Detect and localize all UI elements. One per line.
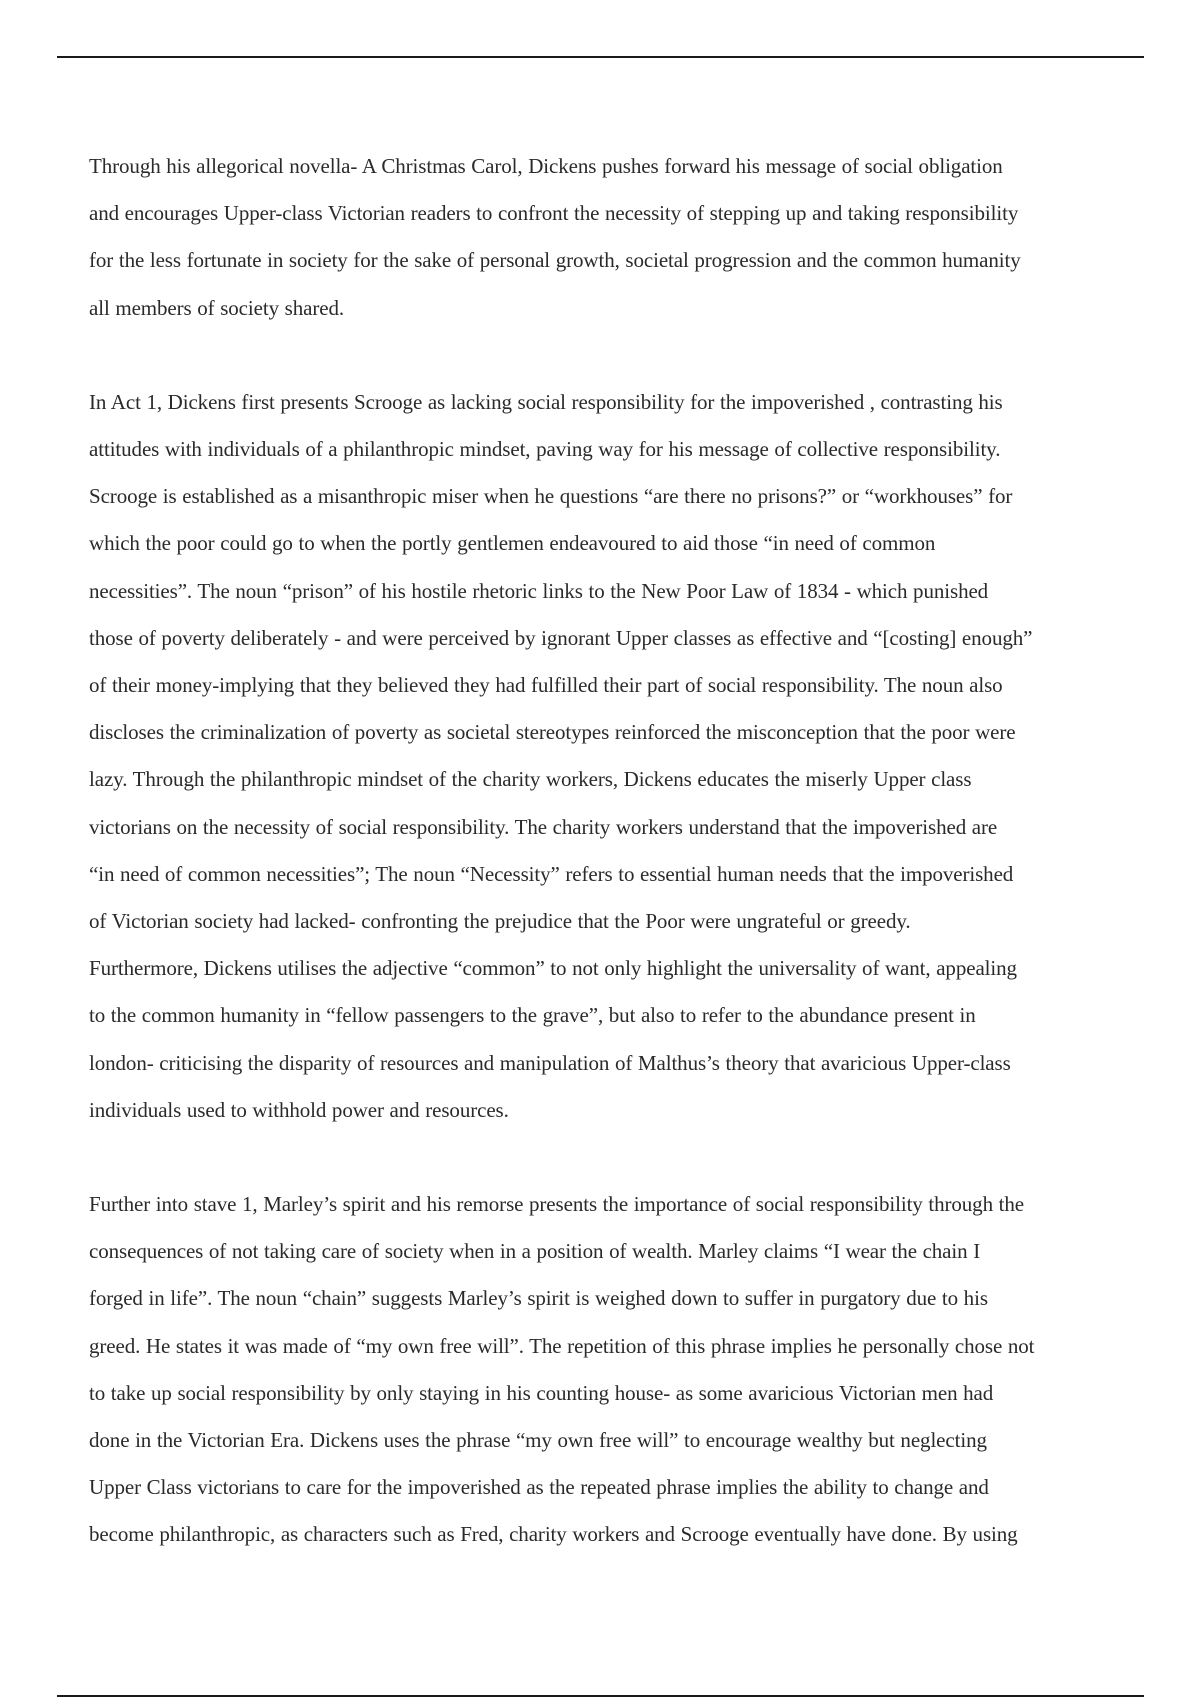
paragraph-stave-1 (89, 1181, 1119, 1559)
text-line: In Act 1, Dickens first presents Scrooge as lacking social responsibility for the impoverished , contrasting his (89, 389, 1003, 414)
paragraph-act-1 (89, 379, 1119, 1134)
text-line: of Victorian society had lacked- confronting the prejudice that the Poor were ungrateful or greedy. (89, 909, 911, 934)
text-line: which the poor could go to when the portly gentlemen endeavoured to aid those “in need of common (89, 531, 936, 556)
text-line: attitudes with individuals of a philanthropic mindset, paving way for his message of collective responsibility. (89, 437, 1001, 462)
text-line: done in the Victorian Era. Dickens uses the phrase “my own free will” to encourage wealthy but neglecting (89, 1428, 987, 1453)
text-line: to the common humanity in “fellow passengers to the grave”, but also to refer to the abundance present in (89, 1003, 976, 1028)
text-line: Further into stave 1, Marley’s spirit and his remorse presents the importance of social responsibility through the (89, 1192, 1024, 1217)
text-line: greed. He states it was made of “my own free will”. The repetition of this phrase implies he personally chose not (89, 1333, 1035, 1358)
text-line: all members of society shared. (89, 295, 344, 320)
header-rule (57, 56, 1144, 58)
footer-rule (57, 1695, 1144, 1697)
text-line: Scrooge is established as a misanthropic miser when he questions “are there no prisons?” or “workhouses” for (89, 484, 1013, 509)
text-line: london- criticising the disparity of resources and manipulation of Malthus’s theory that avaricious Upper-class (89, 1050, 1011, 1075)
text-line: those of poverty deliberately - and were perceived by ignorant Upper classes as effective and “[costing] enough” (89, 625, 1033, 650)
text-line: forged in life”. The noun “chain” suggests Marley’s spirit is weighed down to suffer in purgatory due to his (89, 1286, 988, 1311)
text-line: lazy. Through the philanthropic mindset of the charity workers, Dickens educates the miserly Upper class (89, 767, 972, 792)
text-line: of their money-implying that they believed they had fulfilled their part of social responsibility. The noun also (89, 673, 1003, 698)
text-line: for the less fortunate in society for the sake of personal growth, societal progression and the common humanity (89, 248, 1021, 273)
text-line: discloses the criminalization of poverty as societal stereotypes reinforced the misconception that the poor were (89, 720, 1016, 745)
text-line: necessities”. The noun “prison” of his hostile rhetoric links to the New Poor Law of 1834 - which punished (89, 578, 989, 603)
text-line: become philanthropic, as characters such as Fred, charity workers and Scrooge eventually have done. By using (89, 1522, 1018, 1547)
text-line: consequences of not taking care of society when in a position of wealth. Marley claims “I wear the chain I (89, 1239, 981, 1264)
text-line: Through his allegorical novella- A Christmas Carol, Dickens pushes forward his message of social obligation (89, 154, 1003, 178)
text-line: victorians on the necessity of social responsibility. The charity workers understand that the impoverished are (89, 814, 998, 839)
essay-body (89, 143, 1119, 1559)
text-line: Furthermore, Dickens utilises the adjective “common” to not only highlight the universality of want, appealing (89, 956, 1017, 981)
text-line: “in need of common necessities”; The noun “Necessity” refers to essential human needs that the impoverished (89, 861, 1014, 886)
text-line: individuals used to withhold power and resources. (89, 1097, 509, 1122)
text-line: and encourages Upper-class Victorian readers to confront the necessity of stepping up and taking responsibility (89, 201, 1019, 226)
text-line: Upper Class victorians to care for the impoverished as the repeated phrase implies the ability to change and (89, 1475, 989, 1500)
text-line: to take up social responsibility by only staying in his counting house- as some avaricious Victorian men had (89, 1380, 994, 1405)
paragraph-intro (89, 143, 1119, 332)
